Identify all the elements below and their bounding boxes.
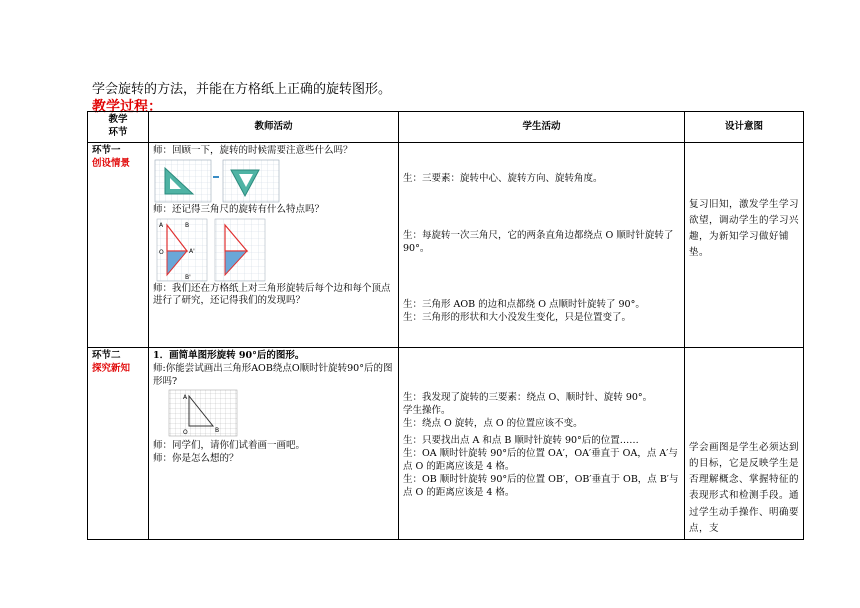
- header-teacher: 教师活动: [149, 112, 399, 143]
- figure-label-b-prime: B': [185, 273, 191, 281]
- grid-triangle-figure: [165, 388, 245, 440]
- lesson-table: [87, 111, 804, 540]
- student-line: 生：绕点 O 旋转，点 O 的位置应该不变。: [403, 417, 583, 429]
- teacher-cell: [149, 348, 399, 540]
- header-student: 学生活动: [399, 112, 685, 143]
- design-cell: [685, 348, 804, 540]
- figure-label-a: A: [183, 394, 188, 402]
- figure-label-b: B: [215, 427, 220, 435]
- student-cell: [399, 348, 685, 540]
- stage-tag: 创设情景: [92, 157, 131, 169]
- design-text: 复习旧知，激发学生学习欲望，调动学生的学习兴趣，为新知学习做好铺垫。: [689, 199, 800, 259]
- student-line: 生：三角形 AOB 的边和点都绕 O 点顺时针旋转了 90°。: [403, 299, 645, 311]
- teacher-line: 师：同学们，请你们试着画一画吧。: [153, 440, 306, 452]
- teacher-line: 师：还记得三角尺的旋转有什么特点吗？: [153, 203, 325, 215]
- student-line: 生：我发现了旋转的三要素：绕点 O、顺时针、旋转 90°。: [403, 392, 653, 403]
- teacher-cell: [149, 143, 399, 348]
- teacher-line: 师：我们还在方格纸上对三角形旋转后每个边和每个顶点进行了研究，还记得我们的发现吗？: [153, 282, 391, 307]
- table-row: [88, 348, 804, 540]
- design-cell: [685, 143, 804, 348]
- header-stage-line1: 教学: [108, 114, 128, 126]
- header-stage-line2: 环节: [108, 127, 128, 138]
- student-line: 生：每旋转一次三角尺，它的两条直角边都绕点 O 顺时针旋转了 90°。: [403, 229, 674, 254]
- teacher-heading: 1．画简单图形旋转 90°后的图形。: [153, 350, 305, 361]
- figure-label-o: O: [183, 429, 188, 437]
- figure-label-a-prime: A': [189, 247, 195, 255]
- table-row: [88, 143, 804, 348]
- stage-tag: 探究新知: [92, 362, 131, 374]
- intro-text: 学会旋转的方法，并能在方格纸上正确的旋转图形。: [92, 82, 392, 97]
- stage-name: 环节二: [92, 350, 121, 361]
- figure-label-o: O: [159, 248, 164, 256]
- stage-name: 环节一: [92, 145, 121, 156]
- triangle-rotation-figure: [153, 158, 281, 204]
- design-text: 学会画图是学生必须达到的目标，它是反映学生是否理解概念、掌握特征的表现形式和检测手段。通过学生动手操作、明确要点，支: [689, 442, 800, 534]
- teacher-line: 师:你能尝试画出三角形AOB绕点O顺时针旋转90°后的图形吗?: [153, 362, 393, 387]
- stage-cell: [88, 143, 149, 348]
- stage-cell: [88, 348, 149, 540]
- student-line: 生：只要找出点 A 和点 B 顺时针旋转 90°后的位置……: [403, 435, 639, 447]
- grid-rotation-figure: [153, 217, 267, 283]
- student-line: 学生操作。: [403, 404, 451, 416]
- header-stage: [88, 112, 149, 143]
- process-title: 教学过程：: [92, 99, 162, 115]
- table-header-row: [88, 112, 804, 143]
- figure-label-a: A: [159, 221, 164, 229]
- teacher-line: 师：回顾一下，旋转的时候需要注意些什么吗？: [153, 145, 353, 156]
- student-line: 生：OB 顺时针旋转 90°后的位置 OB′，OB′垂直于 OB，点 B′与点 O 的距离应该是 4 格。: [403, 473, 679, 498]
- student-line: 生：三角形的形状和大小没发生变化，只是位置变了。: [403, 312, 632, 324]
- student-cell: [399, 143, 685, 348]
- teacher-line: 师：你是怎么想的？: [153, 453, 239, 465]
- header-design: 设计意图: [685, 112, 804, 143]
- student-line: 生：三要素：旋转中心、旋转方向、旋转角度。: [403, 173, 603, 184]
- student-line: 生：OA 顺时针旋转 90°后的位置 OA′，OA′垂直于 OA，点 A′与点 O 的距离应该是 4 格。: [403, 448, 678, 473]
- figure-label-b: B: [185, 221, 190, 229]
